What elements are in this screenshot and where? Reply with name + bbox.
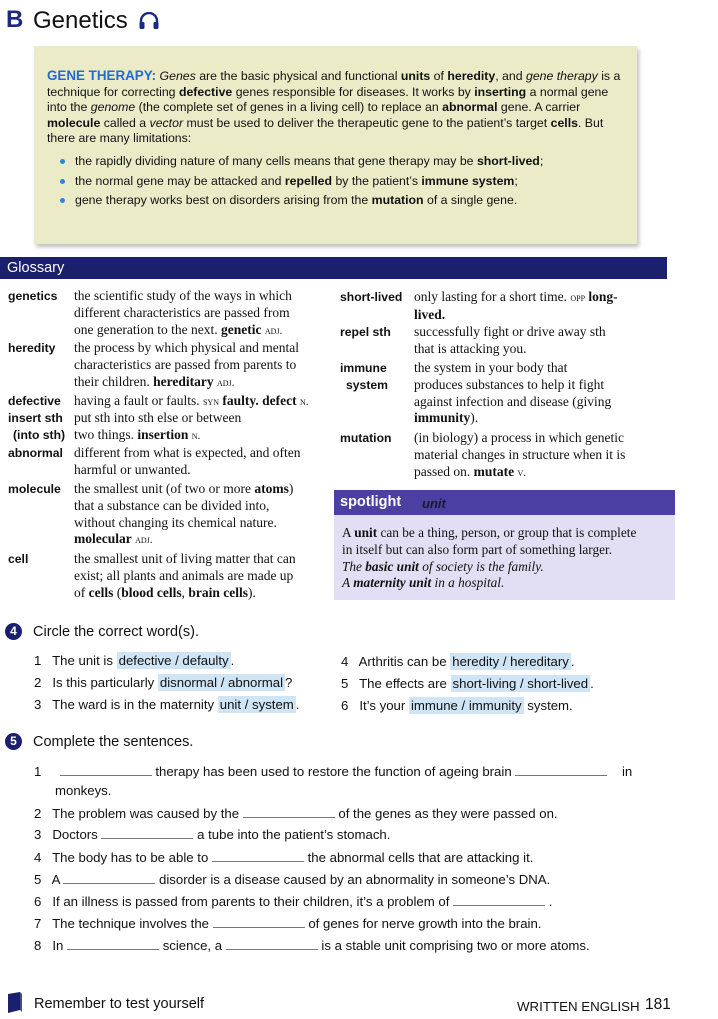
gene-therapy-paragraph bbox=[47, 68, 623, 147]
gene-therapy-box bbox=[34, 46, 637, 244]
keyword: inserting bbox=[474, 84, 527, 99]
blank-input[interactable] bbox=[453, 893, 545, 906]
question-row: 5 A disorder is a disease caused by an abnormality in someone’s DNA. bbox=[34, 872, 551, 887]
glossary-term: mutation bbox=[340, 431, 392, 445]
question-row: 4 The body has to be able to the abnormal cells that are attacking it. bbox=[34, 850, 534, 865]
text: of bbox=[433, 69, 444, 83]
keyword: abnormal bbox=[442, 100, 498, 115]
footer-book-title: WRITTEN ENGLISH bbox=[517, 999, 640, 1014]
section-title: Genetics bbox=[33, 7, 128, 34]
glossary-term: insert sth bbox=[8, 411, 63, 425]
glossary-term: molecule bbox=[8, 482, 61, 496]
text: . But there are many limitations: bbox=[47, 115, 604, 146]
glossary-definition: the scientific study of the ways in which different characteristics are passed from one generation to the next. genetic adj. bbox=[74, 288, 292, 337]
glossary-definition: the smallest unit (of two or more atoms) that a substance can be divided into, without changing its chemical nature. molecular adj. bbox=[74, 481, 294, 547]
answer-choice[interactable]: disnormal / abnormal bbox=[159, 675, 284, 690]
glossary-definition: (in biology) a process in which genetic material changes in structure when it is passed on. mutate v. bbox=[414, 430, 626, 479]
question-row: 2 Is this particularly disnormal / abnormal ? bbox=[34, 675, 293, 690]
keyword: units bbox=[400, 69, 431, 83]
glossary-term: defective bbox=[8, 394, 61, 408]
blank-input[interactable] bbox=[243, 805, 335, 818]
glossary-term: cell bbox=[8, 552, 29, 566]
keyword: vector bbox=[149, 115, 184, 130]
answer-choice[interactable]: immune / immunity bbox=[410, 698, 522, 713]
keyword: cells bbox=[550, 115, 578, 130]
blank-input[interactable] bbox=[67, 937, 159, 950]
answer-choice[interactable]: unit / system bbox=[219, 697, 294, 712]
glossary-definition: the smallest unit of living matter that can exist; all plants and animals are made up of cells (blood cells, brain cells). bbox=[74, 551, 296, 600]
question-row: 3 The ward is in the maternity unit / system . bbox=[34, 697, 300, 712]
text: is a technique for correcting bbox=[47, 69, 621, 99]
glossary-definition: the system in your body that produces substances to help it fight against infection and disease (giving immunity). bbox=[414, 360, 612, 426]
question-row: 4 Arthritis can be heredity / hereditary . bbox=[341, 654, 575, 669]
exercise-number: 4 bbox=[5, 623, 22, 640]
book-icon bbox=[6, 992, 24, 1019]
glossary-term: system bbox=[346, 378, 389, 392]
list-item: gene therapy works best on disorders arising from the mutation of a single gene. bbox=[47, 193, 623, 209]
question-row: 2 The problem was caused by the of the genes as they were passed on. bbox=[34, 806, 558, 821]
page-number: 181 bbox=[645, 996, 671, 1013]
exercise-title: Circle the correct word(s). bbox=[33, 624, 199, 640]
question-row: 1 therapy has been used to restore the function of ageing brain in bbox=[34, 764, 633, 779]
glossary-definition: the process by which physical and mental characteristics are passed from parents to their children. hereditary adj. bbox=[74, 340, 299, 389]
spotlight-label: spotlight bbox=[340, 494, 402, 510]
glossary-term: repel sth bbox=[340, 325, 391, 339]
keyword: genome bbox=[90, 100, 136, 115]
blank-input[interactable] bbox=[212, 849, 304, 862]
glossary-definition: having a fault or faults. syn faulty. defect n. bbox=[74, 393, 309, 408]
question-row: 1 The unit is defective / defaulty . bbox=[34, 653, 235, 668]
blank-input[interactable] bbox=[60, 763, 152, 776]
keyword: defective bbox=[178, 84, 233, 99]
glossary-term: immune bbox=[340, 361, 387, 375]
text: Genes bbox=[159, 69, 196, 83]
glossary-definition: only lasting for a short time. opp long- lived. bbox=[414, 289, 618, 322]
blank-input[interactable] bbox=[101, 826, 193, 839]
blank-input[interactable] bbox=[213, 915, 305, 928]
question-row: 7 The technique involves the of genes for nerve growth into the brain. bbox=[34, 916, 542, 931]
gene-therapy-heading: GENE THERAPY: bbox=[47, 68, 157, 83]
spotlight-text: A unit can be a thing, person, or group that is complete in itself but can also form part of something larger. The basic unit of society is the family. A maternity unit in a hospital. bbox=[342, 525, 637, 591]
blank-input[interactable] bbox=[515, 763, 607, 776]
text: are the basic physical and functional bbox=[199, 69, 398, 83]
text: (the complete set of genes in a living cell) to replace an bbox=[138, 100, 439, 115]
question-row: 8 In science, a is a stable unit comprising two or more atoms. bbox=[34, 938, 590, 953]
question-row-continued: monkeys. bbox=[55, 783, 112, 798]
glossary-header: Glossary bbox=[0, 257, 667, 279]
headphones-icon[interactable] bbox=[138, 12, 160, 35]
answer-choice[interactable]: short-living / short-lived bbox=[452, 676, 589, 691]
text: gene. A carrier bbox=[500, 100, 581, 115]
spotlight-word: unit bbox=[422, 496, 446, 511]
question-row: 6 It’s your immune / immunity system. bbox=[341, 698, 573, 713]
text: a normal gene into the bbox=[47, 84, 609, 115]
glossary-term: (into sth) bbox=[13, 428, 66, 442]
text: called a bbox=[103, 115, 147, 130]
text: , and bbox=[495, 69, 523, 83]
glossary-definition: successfully fight or drive away sth that is attacking you. bbox=[414, 324, 606, 356]
section-letter: B bbox=[6, 6, 24, 33]
list-item: the rapidly dividing nature of many cells means that gene therapy may be short-lived; bbox=[47, 154, 623, 170]
exercise-number: 5 bbox=[5, 733, 22, 750]
keyword: molecule bbox=[47, 115, 101, 130]
blank-input[interactable] bbox=[226, 937, 318, 950]
footer-note: Remember to test yourself bbox=[34, 996, 205, 1012]
keyword: heredity bbox=[447, 69, 496, 83]
exercise-title: Complete the sentences. bbox=[33, 734, 194, 750]
glossary-definition: put sth into sth else or between two things. insertion n. bbox=[74, 410, 242, 442]
question-row: 3 Doctors a tube into the patient’s stomach. bbox=[34, 827, 391, 842]
glossary-definition: different from what is expected, and often harmful or unwanted. bbox=[74, 445, 301, 477]
question-row: 6 If an illness is passed from parents to their children, it’s a problem of . bbox=[34, 894, 553, 909]
answer-choice[interactable]: heredity / hereditary bbox=[452, 654, 569, 669]
answer-choice[interactable]: defective / defaulty bbox=[118, 653, 229, 668]
list-item: the normal gene may be attacked and repelled by the patient’s immune system; bbox=[47, 174, 623, 190]
blank-input[interactable] bbox=[63, 871, 155, 884]
text: must be used to deliver the therapeutic gene to the patient’s target bbox=[186, 115, 548, 130]
glossary-term: abnormal bbox=[8, 446, 63, 460]
glossary-term: heredity bbox=[8, 341, 56, 355]
keyword: gene therapy bbox=[525, 69, 598, 83]
text: genes responsible for diseases. It works by bbox=[235, 84, 471, 99]
glossary-term: short-lived bbox=[340, 290, 403, 304]
question-row: 5 The effects are short-living / short-lived . bbox=[341, 676, 594, 691]
glossary-term: genetics bbox=[8, 289, 58, 303]
